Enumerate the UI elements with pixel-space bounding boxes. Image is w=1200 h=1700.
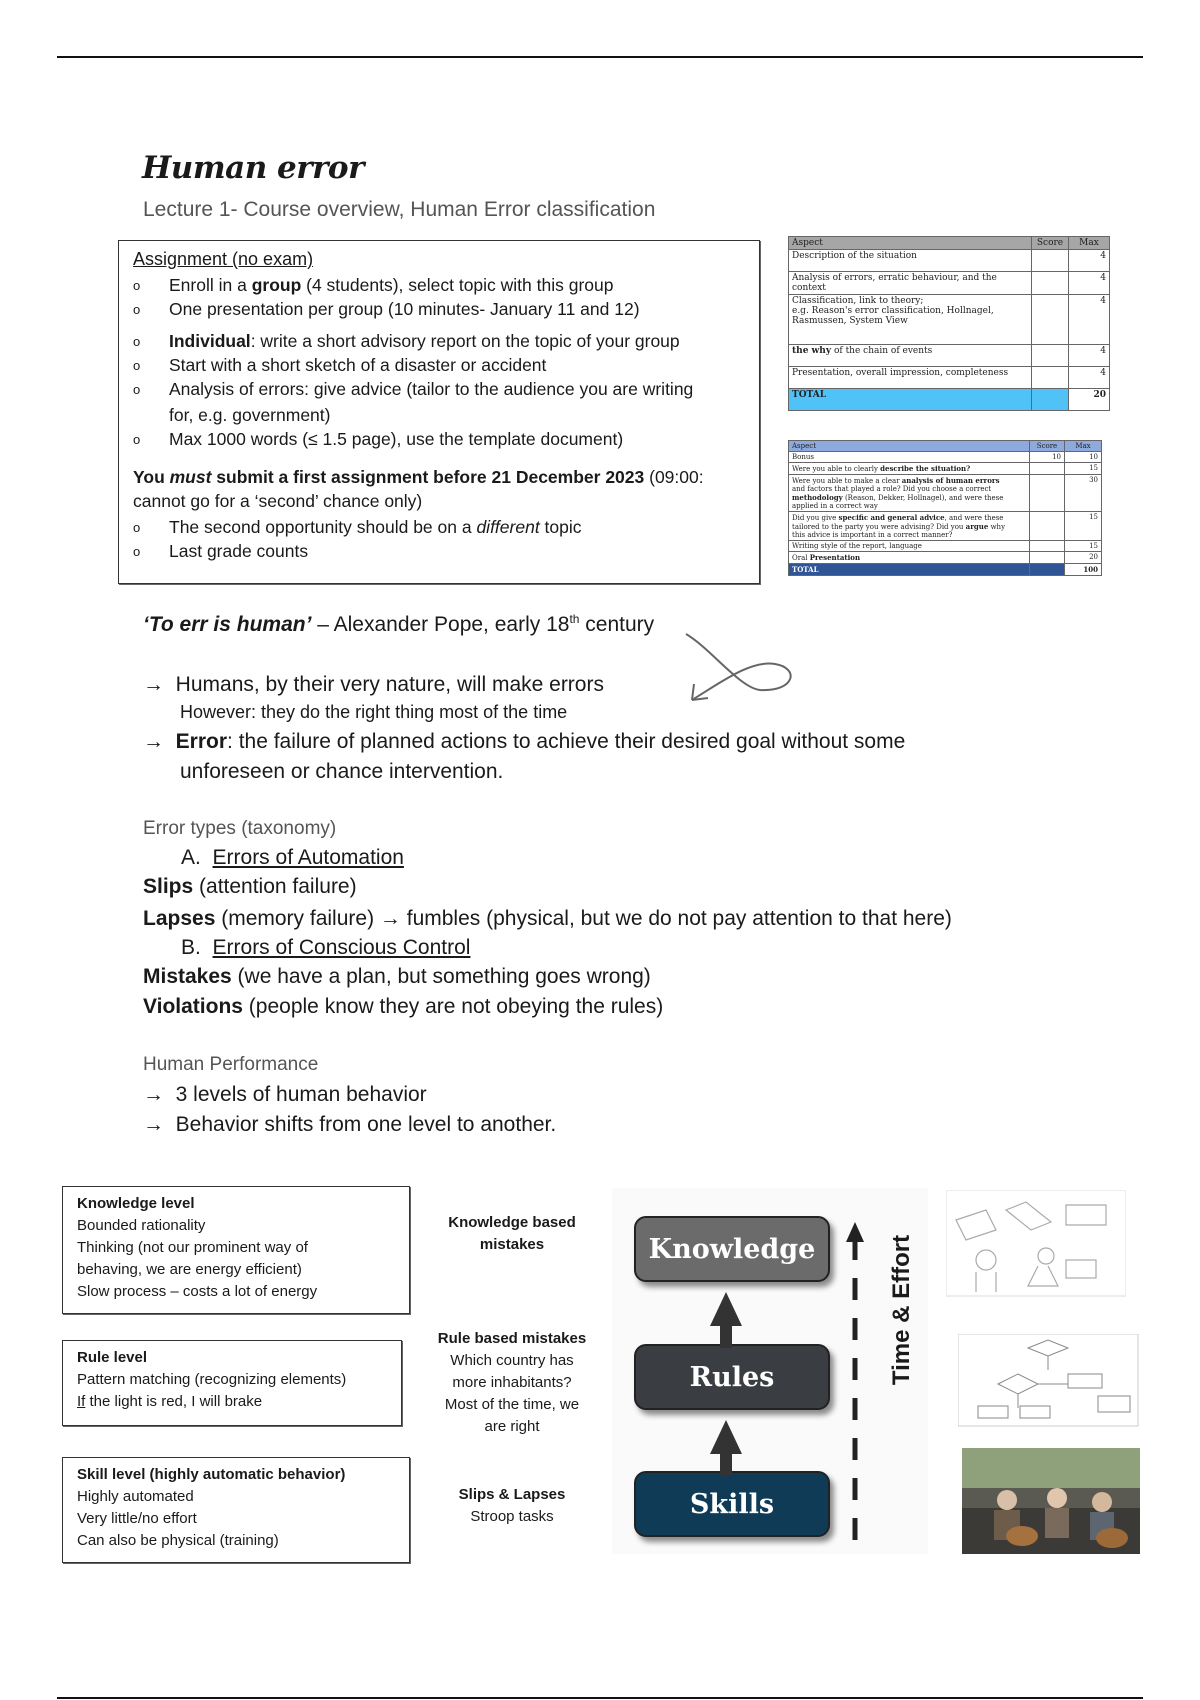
taxonomy-mistakes: Mistakes (we have a plan, but something goes wrong) bbox=[143, 965, 651, 988]
performance-shifts: → Behavior shifts from one level to another. bbox=[143, 1113, 557, 1136]
table-row: TOTAL 20 bbox=[789, 389, 1110, 411]
bullet-sketch: o Start with a short sketch of a disaster or accident bbox=[133, 355, 547, 375]
flowchart-sketch-icon bbox=[958, 1334, 1140, 1428]
bullet-second-opportunity: o The second opportunity should be on a different topic bbox=[133, 517, 582, 537]
skill-caption: Slips & Lapses Stroop tasks bbox=[458, 1486, 566, 1525]
taxonomy-heading: Error types (taxonomy) bbox=[143, 818, 337, 839]
rule-level-box: Rule level Pattern matching (recognizing elements) If the light is red, I will brake bbox=[62, 1340, 402, 1426]
bullet-max-words: o Max 1000 words (≤ 1.5 page), use the template document) bbox=[133, 429, 624, 449]
rubric-table-1 bbox=[788, 236, 1110, 411]
knowledge-block: Knowledge bbox=[634, 1216, 830, 1282]
rubric-table-2 bbox=[788, 440, 1102, 576]
skills-block: Skills bbox=[634, 1471, 830, 1537]
table-row: TOTAL 100 bbox=[789, 564, 1102, 576]
bullet-analysis-cont: for, e.g. government) bbox=[169, 405, 331, 425]
table-row: Presentation, overall impression, completeness 4 bbox=[789, 367, 1110, 389]
time-effort-label: Time & Effort bbox=[888, 1234, 915, 1386]
knowledge-caption: Knowledge based mistakes bbox=[448, 1214, 576, 1253]
hand-drawn-arrow-icon bbox=[680, 628, 800, 708]
bullet-presentation: o One presentation per group (10 minutes- January 11 and 12) bbox=[133, 299, 640, 319]
skill-level-box: Skill level (highly automatic behavior) Highly automated Very little/no effort Can also be physical (training) bbox=[62, 1457, 410, 1563]
bullet-analysis: o Analysis of errors: give advice (tailor to the audience you are writing bbox=[133, 379, 694, 399]
quote: ‘To err is human’ – Alexander Pope, early 18th century bbox=[143, 612, 655, 636]
taxonomy-a: A. Errors of Automation bbox=[181, 846, 404, 869]
table-row: Did you give specific and general advice, and were these tailored to the party you were advising? Did you argue why this advice is important in a correct manner? 15 bbox=[789, 512, 1102, 541]
table-row: Classification, link to theory; e.g. Reason's error classification, Hollnagel, Rasmussen, System View 4 bbox=[789, 295, 1110, 345]
rules-block: Rules bbox=[634, 1344, 830, 1410]
statement-error: → Error: the failure of planned actions to achieve their desired goal without some bbox=[143, 730, 906, 753]
taxonomy-violations: Violations (people know they are not obeying the rules) bbox=[143, 995, 664, 1018]
table-row: the why of the chain of events 4 bbox=[789, 345, 1110, 367]
taxonomy-b: B. Errors of Conscious Control bbox=[181, 936, 471, 959]
table-row: Description of the situation 4 bbox=[789, 250, 1110, 272]
lecture-subtitle: Lecture 1- Course overview, Human Error classification bbox=[143, 198, 656, 221]
performance-levels: → 3 levels of human behavior bbox=[143, 1083, 427, 1106]
rule-caption: Rule based mistakes Which country has more inhabitants? Most of the time, we are right bbox=[437, 1330, 587, 1435]
bullet-group: o Enroll in a group (4 students), select topic with this group bbox=[133, 275, 614, 295]
top-rule bbox=[57, 56, 1143, 58]
assignment-box bbox=[118, 240, 760, 584]
table-row: Were you able to make a clear analysis of human errors and factors that played a role? Did you choose a correct methodology (Reason, Dekker, Hollnagel), and were these applied in a correct way 30 bbox=[789, 475, 1102, 512]
statement-error-cont: unforeseen or chance intervention. bbox=[180, 760, 504, 783]
assignment-heading: Assignment (no exam) bbox=[133, 249, 314, 269]
rubric1-header: Aspect Score Max bbox=[789, 237, 1110, 250]
statement-humans: → Humans, by their very nature, will make errors bbox=[143, 673, 604, 696]
bullet-individual: o Individual: write a short advisory report on the topic of your group bbox=[133, 331, 680, 351]
table-row: Bonus 10 10 bbox=[789, 452, 1102, 463]
table-row: Writing style of the report, language 15 bbox=[789, 541, 1102, 552]
deadline-line-2: cannot go for a ‘second’ chance only) bbox=[133, 491, 423, 511]
taxonomy-slips: Slips (attention failure) bbox=[143, 875, 357, 898]
table-row: Were you able to clearly describe the situation? 15 bbox=[789, 463, 1102, 475]
statement-however: However: they do the right thing most of the time bbox=[180, 702, 568, 722]
table-row: Analysis of errors, erratic behaviour, and the context 4 bbox=[789, 272, 1110, 295]
rubric2-header: Aspect Score Max bbox=[789, 441, 1102, 452]
knowledge-level-box: Knowledge level Bounded rationality Thinking (not our prominent way of behaving, we are energy efficient) Slow process – costs a lot of energy bbox=[62, 1186, 410, 1314]
guitar-photo-icon bbox=[962, 1448, 1140, 1554]
diagram-arrows-icon bbox=[612, 1188, 928, 1554]
bottom-rule bbox=[57, 1697, 1143, 1699]
page-title: Human error bbox=[142, 150, 364, 186]
deadline-line: You must submit a first assignment before 21 December 2023 (09:00: bbox=[133, 467, 704, 487]
taxonomy-lapses: Lapses (memory failure) → fumbles (physical, but we do not pay attention to that here) bbox=[143, 907, 952, 930]
bullet-last-grade: o Last grade counts bbox=[133, 541, 309, 561]
performance-heading: Human Performance bbox=[143, 1054, 319, 1075]
table-row: Oral Presentation 20 bbox=[789, 552, 1102, 564]
thinking-sketch-icon bbox=[946, 1190, 1126, 1298]
